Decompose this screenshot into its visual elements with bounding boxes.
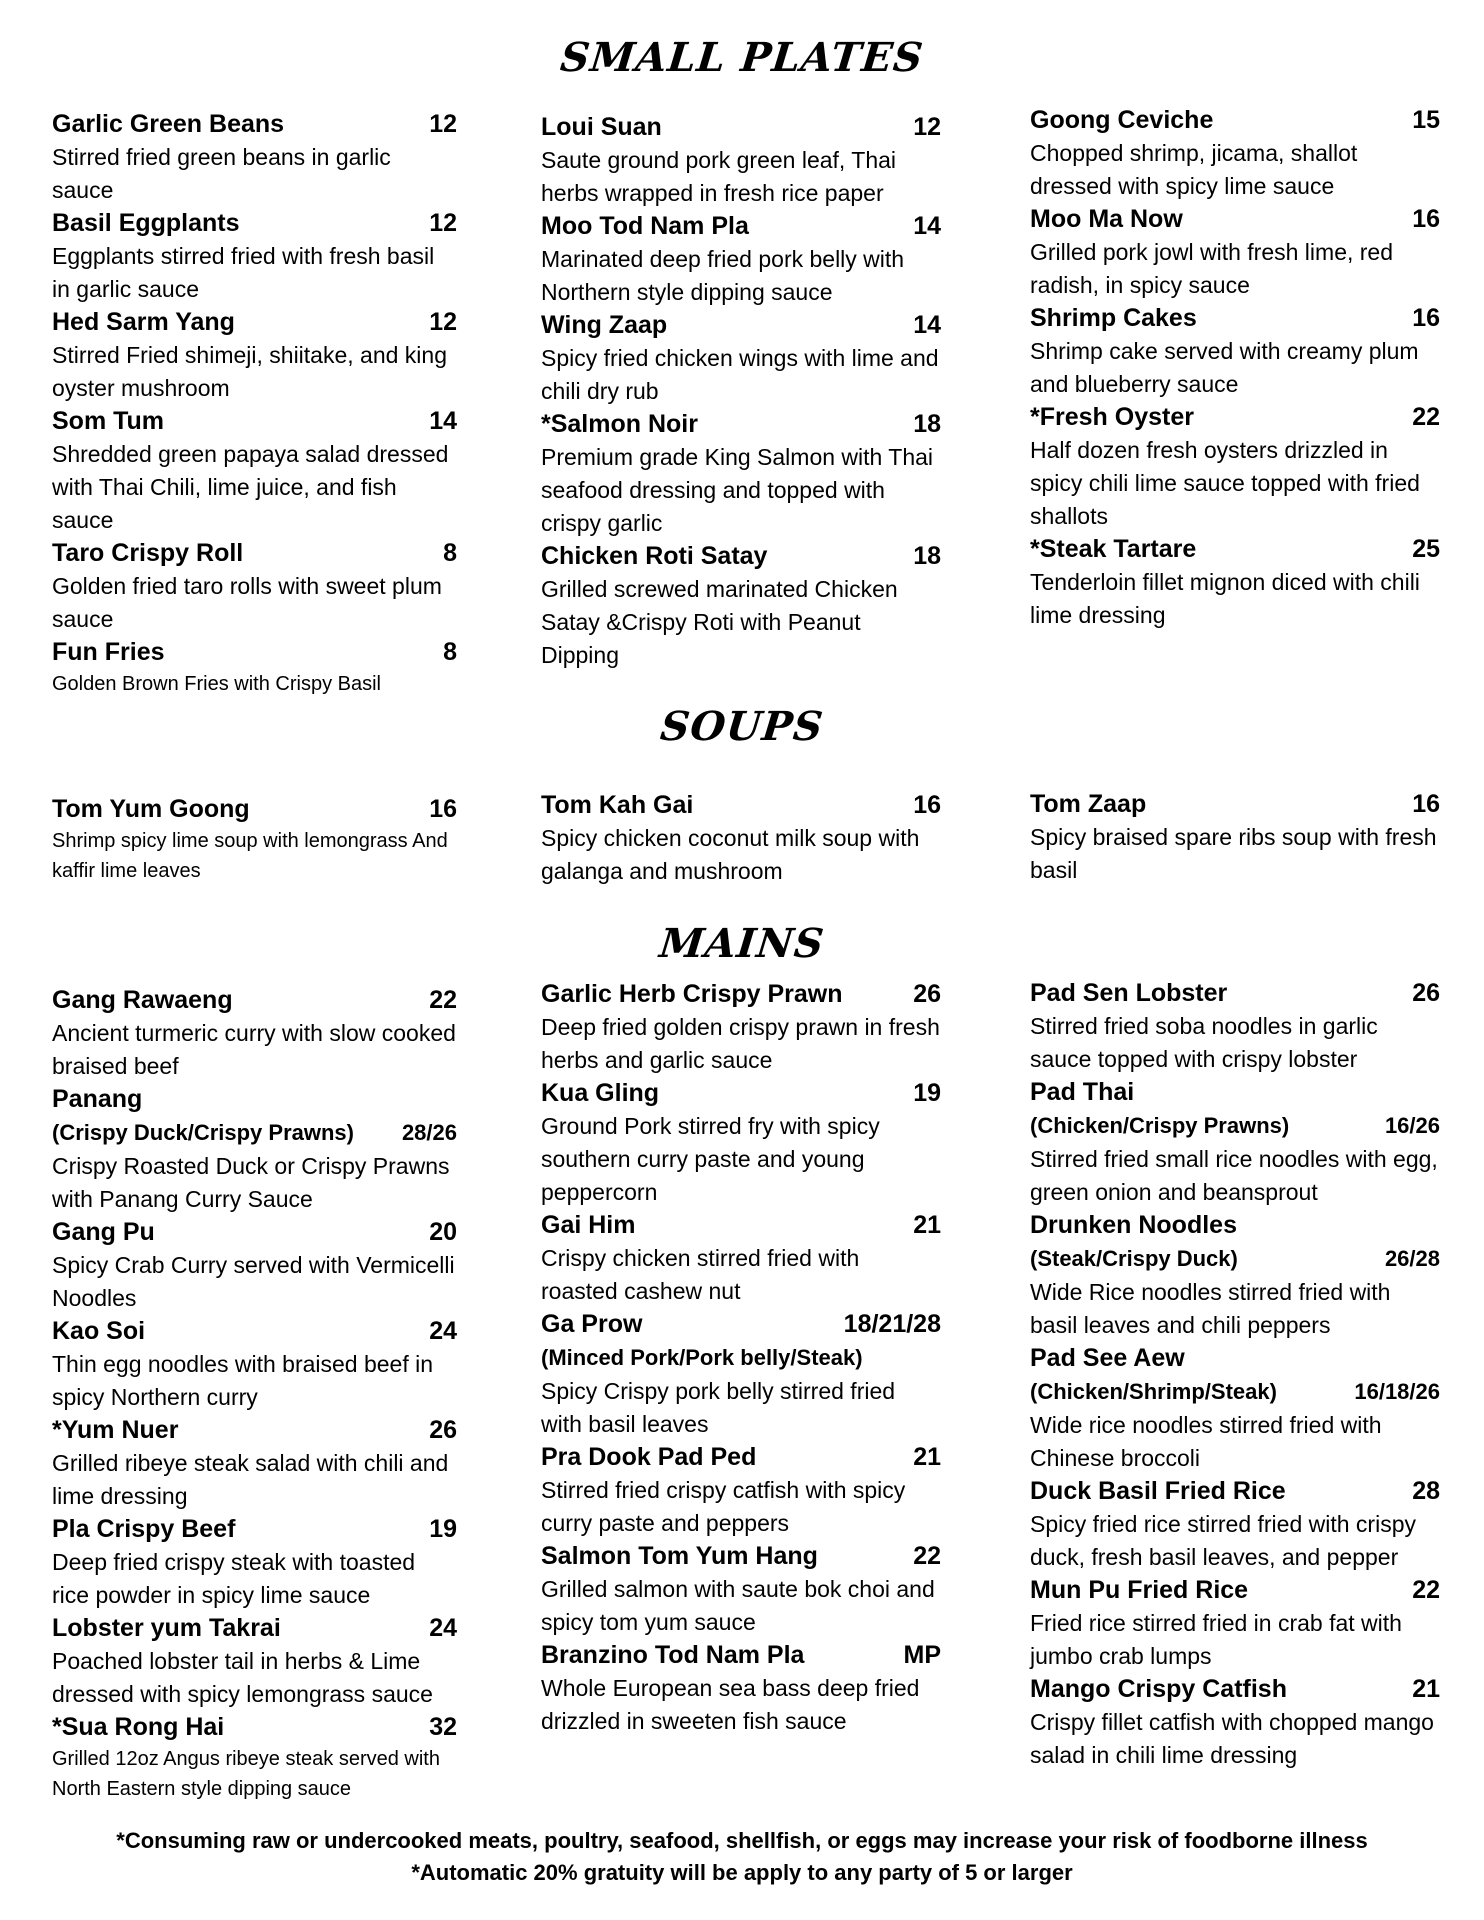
menu-item-price: 16 <box>913 791 941 819</box>
menu-item-name: Mango Crispy Catfish <box>1030 1675 1287 1703</box>
menu-item-header <box>1030 1574 1440 1607</box>
menu-item-name: Moo Ma Now <box>1030 205 1183 233</box>
menu-item-description: Grilled ribeye steak salad with chili and lime dressing <box>52 1450 449 1509</box>
mains-col-1 <box>52 984 457 1804</box>
menu-item-header <box>52 1612 457 1645</box>
menu-item-header <box>52 405 457 438</box>
menu-item-header <box>541 408 941 441</box>
menu-item-description: Grilled salmon with saute bok choi and spicy tom yum sauce <box>541 1576 935 1635</box>
menu-item-description: Spicy fried rice stirred fried with crispy duck, fresh basil leaves, and pepper <box>1030 1511 1416 1570</box>
menu-item-name: Gang Pu <box>52 1218 155 1246</box>
menu-item-description: Deep fried golden crispy prawn in fresh herbs and garlic sauce <box>541 1014 940 1073</box>
menu-item <box>1030 1342 1440 1475</box>
menu-item-description: Crispy chicken stirred fried with roasted cashew nut <box>541 1245 860 1304</box>
menu-item-name: Mun Pu Fried Rice <box>1030 1576 1249 1604</box>
menu-item-description: Half dozen fresh oysters drizzled in spicy chili lime sauce topped with fried shallots <box>1030 437 1420 529</box>
menu-item <box>52 1414 457 1513</box>
menu-item-header <box>1030 1673 1440 1706</box>
menu-item-price: 8 <box>443 638 457 666</box>
menu-item-description: Spicy Crispy pork belly stirred fried with basil leaves <box>541 1378 896 1437</box>
soups-col-1 <box>52 793 457 886</box>
menu-item-price: 22 <box>913 1542 941 1570</box>
menu-item-header <box>541 789 941 822</box>
menu-item <box>52 537 457 636</box>
menu-item <box>1030 203 1440 302</box>
menu-item <box>541 1441 941 1540</box>
menu-item-description: Golden Brown Fries with Crispy Basil <box>52 673 381 695</box>
menu-item-description: Spicy chicken coconut milk soup with galanga and mushroom <box>541 825 920 884</box>
menu-item-name: Basil Eggplants <box>52 209 240 237</box>
menu-item-description: Shrimp cake served with creamy plum and blueberry sauce <box>1030 338 1419 397</box>
menu-item <box>1030 302 1440 401</box>
small-plates-col-1 <box>52 108 457 699</box>
menu-item <box>1030 1673 1440 1772</box>
menu-item <box>1030 1574 1440 1673</box>
menu-item <box>52 1216 457 1315</box>
menu-item-price: 16 <box>1412 790 1440 818</box>
menu-item-description: Fried rice stirred fried in crab fat with jumbo crab lumps <box>1030 1610 1402 1669</box>
menu-item-name: *Steak Tartare <box>1030 535 1197 563</box>
menu-item-description: Saute ground pork green leaf, Thai herbs wrapped in fresh rice paper <box>541 147 897 206</box>
soups-col-3 <box>1030 788 1440 887</box>
menu-item-header <box>541 111 941 144</box>
menu-item-price: 26 <box>429 1416 457 1444</box>
menu-item-header <box>541 210 941 243</box>
menu-item-description: Chopped shrimp, jicama, shallot dressed with spicy lime sauce <box>1030 140 1358 199</box>
menu-item-price: 14 <box>913 212 941 240</box>
menu-item <box>1030 533 1440 632</box>
menu-item-price: 18 <box>913 542 941 570</box>
menu-item-price: 22 <box>429 986 457 1014</box>
menu-item-description: Stirred fried small rice noodles with egg, green onion and beansprout <box>1030 1146 1438 1205</box>
menu-item-header <box>1030 1475 1440 1508</box>
menu-item <box>52 1711 457 1804</box>
menu-item-header <box>52 108 457 141</box>
menu-item <box>541 1639 941 1738</box>
menu-item-header <box>1030 1076 1440 1109</box>
menu-item-description: Wide rice noodles stirred fried with Chinese broccoli <box>1030 1412 1382 1471</box>
menu-item <box>541 540 941 672</box>
menu-item-name: Gang Rawaeng <box>52 986 233 1014</box>
menu-item-options-price: 16/26 <box>1384 1113 1440 1138</box>
menu-item-header <box>52 207 457 240</box>
menu-item <box>541 789 941 888</box>
menu-item-price: 32 <box>429 1713 457 1741</box>
menu-item-price: 12 <box>429 110 457 138</box>
menu-item-name: Garlic Green Beans <box>52 110 285 138</box>
menu-item-header <box>1030 1342 1440 1375</box>
menu-item-price: 12 <box>913 113 941 141</box>
menu-item-description: Thin egg noodles with braised beef in spicy Northern curry <box>52 1351 434 1410</box>
menu-item <box>1030 977 1440 1076</box>
menu-item-description: Eggplants stirred fried with fresh basil in garlic sauce <box>52 243 435 302</box>
menu-item <box>52 1083 457 1216</box>
menu-item-header <box>52 537 457 570</box>
menu-item-name: Pad Thai <box>1030 1078 1135 1106</box>
menu-item-name: Tom Yum Goong <box>52 795 250 823</box>
menu-item-header <box>1030 104 1440 137</box>
menu-item-price: 24 <box>429 1614 457 1642</box>
menu-item-description: Stirred fried green beans in garlic sauce <box>52 144 391 203</box>
menu-item-description: Spicy fried chicken wings with lime and chili dry rub <box>541 345 939 404</box>
menu-item-header <box>52 1315 457 1348</box>
menu-item-price: 24 <box>429 1317 457 1345</box>
menu-item-name: Salmon Tom Yum Hang <box>541 1542 818 1570</box>
menu-item-header <box>1030 977 1440 1010</box>
menu-item-header <box>52 793 457 826</box>
menu-item <box>1030 104 1440 203</box>
footer-disclaimer: *Consuming raw or undercooked meats, poultry, seafood, shellfish, or eggs may increase your risk of foodborne illness <box>116 1828 1368 1853</box>
menu-item <box>541 1209 941 1308</box>
mains-col-3 <box>1030 977 1440 1772</box>
menu-item-header <box>1030 788 1440 821</box>
menu-item-options <box>52 1116 457 1150</box>
menu-item-header <box>1030 1209 1440 1242</box>
menu-item <box>52 1612 457 1711</box>
menu-item-options-price: 26/28 <box>1384 1246 1440 1271</box>
menu-item-description: Marinated deep fried pork belly with Northern style dipping sauce <box>541 246 905 305</box>
menu-item-description: Shredded green papaya salad dressed with Thai Chili, lime juice, and fish sauce <box>52 441 449 533</box>
menu-item-name: Tom Zaap <box>1030 790 1147 818</box>
menu-item-options-label: (Chicken/Shrimp/Steak) <box>1030 1379 1277 1404</box>
small-plates-col-2 <box>541 111 941 672</box>
menu-item <box>52 984 457 1083</box>
menu-item-price: 26 <box>1412 979 1440 1007</box>
menu-item-options-label: (Crispy Duck/Crispy Prawns) <box>52 1120 354 1145</box>
section-title-soups: SOUPS <box>658 703 826 750</box>
menu-item-name: Pra Dook Pad Ped <box>541 1443 757 1471</box>
small-plates-col-3 <box>1030 104 1440 632</box>
menu-item-header <box>52 636 457 669</box>
menu-item-name: Wing Zaap <box>541 311 668 339</box>
menu-item-price: MP <box>903 1641 941 1669</box>
menu-item <box>52 405 457 537</box>
menu-item-name: Pad See Aew <box>1030 1344 1185 1372</box>
menu-item <box>541 210 941 309</box>
menu-item-name: Branzino Tod Nam Pla <box>541 1641 805 1669</box>
menu-item-price: 16 <box>429 795 457 823</box>
menu-item-description: Crispy Roasted Duck or Crispy Prawns with Panang Curry Sauce <box>52 1153 450 1212</box>
menu-item-name: Ga Prow <box>541 1310 643 1338</box>
menu-item-header <box>52 1711 457 1744</box>
menu-item-header <box>541 1540 941 1573</box>
menu-item-header <box>541 1308 941 1341</box>
menu-item-name: Duck Basil Fried Rice <box>1030 1477 1286 1505</box>
menu-item-name: Hed Sarm Yang <box>52 308 235 336</box>
menu-item-price: 26 <box>913 980 941 1008</box>
menu-item <box>52 1513 457 1612</box>
menu-item-header <box>52 306 457 339</box>
menu-item-name: Gai Him <box>541 1211 636 1239</box>
menu-item-description: Shrimp spicy lime soup with lemongrass And kaffir lime leaves <box>52 830 448 882</box>
menu-item-description: Grilled 12oz Angus ribeye steak served with North Eastern style dipping sauce <box>52 1748 440 1800</box>
menu-item-options <box>541 1341 941 1375</box>
menu-item-options <box>1030 1242 1440 1276</box>
section-title-small-plates: SMALL PLATES <box>558 34 926 81</box>
menu-item-price: 20 <box>429 1218 457 1246</box>
menu-item-header <box>541 1639 941 1672</box>
menu-item-name: Shrimp Cakes <box>1030 304 1197 332</box>
menu-item-name: Loui Suan <box>541 113 662 141</box>
menu-item <box>541 978 941 1077</box>
menu-item-options <box>1030 1109 1440 1143</box>
menu-item-name: *Fresh Oyster <box>1030 403 1194 431</box>
menu-item-description: Poached lobster tail in herbs & Lime dressed with spicy lemongrass sauce <box>52 1648 433 1707</box>
menu-item-name: *Sua Rong Hai <box>52 1713 225 1741</box>
menu-item-description: Stirred Fried shimeji, shiitake, and king oyster mushroom <box>52 342 447 401</box>
menu-item <box>52 207 457 306</box>
menu-item-description: Grilled pork jowl with fresh lime, red radish, in spicy sauce <box>1030 239 1394 298</box>
menu-item-header <box>541 1209 941 1242</box>
menu-item-description: Wide Rice noodles stirred fried with basil leaves and chili peppers <box>1030 1279 1391 1338</box>
menu-item-header <box>1030 302 1440 335</box>
menu-item-name: Taro Crispy Roll <box>52 539 244 567</box>
soups-col-2 <box>541 789 941 888</box>
menu-item-description: Golden fried taro rolls with sweet plum sauce <box>52 573 442 632</box>
menu-item-name: Panang <box>52 1085 143 1113</box>
menu-item-price: 14 <box>913 311 941 339</box>
menu-item-price: 16 <box>1412 304 1440 332</box>
menu-item-name: Pad Sen Lobster <box>1030 979 1228 1007</box>
menu-item-description: Stirred fried soba noodles in garlic sauce topped with crispy lobster <box>1030 1013 1378 1072</box>
menu-item-price: 12 <box>429 209 457 237</box>
menu-item-header <box>1030 401 1440 434</box>
menu-item-price: 21 <box>913 1211 941 1239</box>
menu-item-price: 21 <box>1412 1675 1440 1703</box>
menu-item-options <box>1030 1375 1440 1409</box>
menu-item-header <box>1030 533 1440 566</box>
menu-item <box>1030 1076 1440 1209</box>
menu-item-name: Drunken Noodles <box>1030 1211 1237 1239</box>
menu-item <box>541 1308 941 1441</box>
menu-item-name: Chicken Roti Satay <box>541 542 768 570</box>
menu-item-header <box>541 1077 941 1110</box>
menu-item-header <box>52 1414 457 1447</box>
menu-item <box>52 108 457 207</box>
menu-item <box>1030 788 1440 887</box>
menu-item-description: Stirred fried crispy catfish with spicy curry paste and peppers <box>541 1477 906 1536</box>
menu-item-name: *Salmon Noir <box>541 410 698 438</box>
menu-item-description: Ancient turmeric curry with slow cooked braised beef <box>52 1020 456 1079</box>
menu-item-name: Lobster yum Takrai <box>52 1614 281 1642</box>
menu-item <box>541 408 941 540</box>
menu-item-name: Tom Kah Gai <box>541 791 694 819</box>
menu-item <box>541 309 941 408</box>
menu-item-description: Tenderloin fillet mignon diced with chili lime dressing <box>1030 569 1420 628</box>
menu-item <box>1030 1209 1440 1342</box>
menu-item-name: Goong Ceviche <box>1030 106 1214 134</box>
menu-item-header <box>52 1083 457 1116</box>
menu-item-header <box>541 978 941 1011</box>
menu-item-name: Moo Tod Nam Pla <box>541 212 749 240</box>
menu-item-price: 22 <box>1412 403 1440 431</box>
menu-item-name: Fun Fries <box>52 638 165 666</box>
menu-item-price: 25 <box>1412 535 1440 563</box>
footer-gratuity: *Automatic 20% gratuity will be apply to any party of 5 or larger <box>411 1860 1073 1885</box>
menu-item-name: Garlic Herb Crispy Prawn <box>541 980 843 1008</box>
mains-col-2 <box>541 978 941 1738</box>
section-title-mains: MAINS <box>657 920 827 967</box>
menu-item-name: Kua Gling <box>541 1079 660 1107</box>
menu-item-options-label: (Minced Pork/Pork belly/Steak) <box>541 1345 863 1370</box>
menu-item <box>52 636 457 699</box>
menu-item-name: Som Tum <box>52 407 165 435</box>
menu-item-options-label: (Chicken/Crispy Prawns) <box>1030 1113 1290 1138</box>
menu-item <box>1030 401 1440 533</box>
menu-item-price: 18 <box>913 410 941 438</box>
menu-item-name: *Yum Nuer <box>52 1416 179 1444</box>
menu-item-price: 14 <box>429 407 457 435</box>
menu-item-price: 15 <box>1412 106 1440 134</box>
menu-item-header <box>541 540 941 573</box>
menu-item-description: Crispy fillet catfish with chopped mango salad in chili lime dressing <box>1030 1709 1434 1768</box>
menu-item-price: 22 <box>1412 1576 1440 1604</box>
menu-item-description: Spicy braised spare ribs soup with fresh basil <box>1030 824 1437 883</box>
menu-item-name: Pla Crispy Beef <box>52 1515 236 1543</box>
menu-item-options-price: 28/26 <box>401 1120 457 1145</box>
menu-item-description: Grilled screwed marinated Chicken Satay &Crispy Roti with Peanut Dipping <box>541 576 898 668</box>
menu-item-options-price: 16/18/26 <box>1354 1379 1440 1404</box>
menu-item-name: Kao Soi <box>52 1317 146 1345</box>
menu-item-description: Ground Pork stirred fry with spicy southern curry paste and young peppercorn <box>541 1113 880 1205</box>
menu-item <box>52 1315 457 1414</box>
menu-item-header <box>52 984 457 1017</box>
menu-item <box>541 1077 941 1209</box>
menu-item-header <box>541 1441 941 1474</box>
menu-item-header <box>52 1216 457 1249</box>
menu-item-description: Deep fried crispy steak with toasted rice powder in spicy lime sauce <box>52 1549 416 1608</box>
menu-item <box>1030 1475 1440 1574</box>
menu-item-header <box>1030 203 1440 236</box>
menu-item-price: 16 <box>1412 205 1440 233</box>
menu-item-price: 18/21/28 <box>843 1310 941 1338</box>
menu-item <box>52 306 457 405</box>
menu-item-price: 19 <box>913 1079 941 1107</box>
menu-item-price: 8 <box>443 539 457 567</box>
menu-item-header <box>541 309 941 342</box>
menu-item-price: 12 <box>429 308 457 336</box>
menu-item <box>52 793 457 886</box>
menu-item-description: Whole European sea bass deep fried drizzled in sweeten fish sauce <box>541 1675 920 1734</box>
menu-item-price: 19 <box>429 1515 457 1543</box>
menu-item-description: Premium grade King Salmon with Thai seafood dressing and topped with crispy garlic <box>541 444 934 536</box>
menu-item-options-label: (Steak/Crispy Duck) <box>1030 1246 1238 1271</box>
menu-item-price: 28 <box>1412 1477 1440 1505</box>
menu-item-header <box>52 1513 457 1546</box>
menu-item-price: 21 <box>913 1443 941 1471</box>
menu-item <box>541 111 941 210</box>
menu-item <box>541 1540 941 1639</box>
menu-item-description: Spicy Crab Curry served with Vermicelli Noodles <box>52 1252 455 1311</box>
